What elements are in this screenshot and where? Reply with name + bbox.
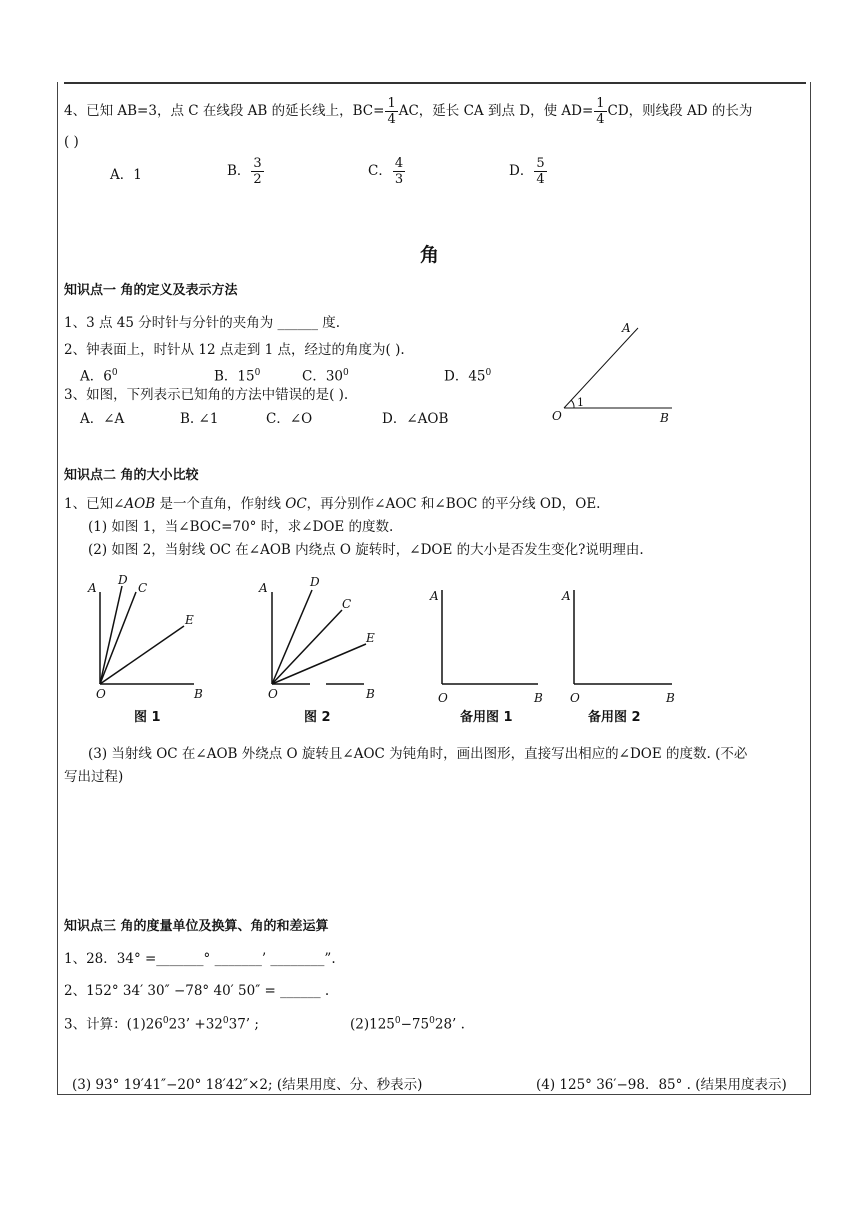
kp3-q3-part4: (4) 125° 36′−98．85° . (结果用度表示) — [536, 1077, 787, 1093]
kp1-heading: 知识点一 角的定义及表示方法 — [64, 283, 238, 298]
svg-text:O: O — [96, 687, 106, 701]
svg-text:D: D — [310, 575, 320, 589]
svg-text:B: B — [666, 691, 675, 705]
option-label: C． — [368, 163, 392, 179]
svg-text:A: A — [430, 589, 439, 603]
svg-text:E: E — [185, 613, 194, 627]
kp1-q3-option-c: C．∠O — [266, 411, 313, 427]
q3-text: 37’ ; — [228, 1016, 259, 1033]
label-b: B — [660, 411, 669, 425]
svg-text:A: A — [562, 589, 571, 603]
q3-label: 3、计算：(1)26 — [64, 1016, 163, 1033]
fraction-numerator: 3 — [253, 156, 262, 171]
kp3-q1: 1、28．34° =_______° _______’ ________”. — [64, 951, 336, 967]
angle-arc — [571, 400, 574, 408]
kp3-heading: 知识点三 角的度量单位及换算、角的和差运算 — [64, 919, 329, 934]
option-label: D． — [509, 163, 534, 179]
kp2-heading: 知识点二 角的大小比较 — [64, 468, 199, 483]
fraction-denominator: 3 — [394, 172, 404, 187]
degree-sup: 0 — [394, 1016, 401, 1026]
svg-text:A: A — [88, 581, 97, 595]
kp1-q3-option-a: A．∠A — [80, 411, 125, 427]
kp3-q2: 2、152° 34′ 30″ −78° 40′ 50″ = ______ . — [64, 983, 330, 999]
spare-figure-2-caption: 备用图 2 — [588, 710, 641, 725]
q3-text: 28’ . — [434, 1016, 465, 1033]
svg-text:O: O — [438, 691, 448, 705]
option-label: B． — [227, 163, 251, 179]
ray-oa — [564, 328, 638, 408]
figure-2-caption: 图 2 — [304, 710, 331, 725]
kp2-q1-part3: (3) 当射线 OC 在∠AOB 外绕点 O 旋转且∠AOC 为钝角时，画出图形，直接写出相应的∠DOE 的度数. (不必 — [88, 746, 748, 762]
q4-option-b — [227, 156, 265, 187]
svg-text:O: O — [570, 691, 580, 705]
svg-text:C: C — [342, 597, 352, 611]
q4-answer-paren: ( ) — [64, 134, 79, 150]
q1-mid: 是一个直角，作射线 — [155, 496, 286, 512]
kp1-q2: 2、钟表面上，时针从 12 点走到 1 点，经过的角度为( ). — [64, 342, 405, 358]
fraction-numerator: 1 — [596, 96, 605, 111]
degree-sup: 0 — [111, 368, 118, 378]
svg-text:C: C — [138, 581, 148, 595]
degree-sup: 0 — [485, 368, 492, 378]
q4-option-c — [368, 156, 406, 187]
degree-sup: 0 — [222, 1016, 229, 1026]
svg-text:B: B — [534, 691, 543, 705]
fraction-denominator: 4 — [536, 172, 545, 187]
spare-figure-1-caption: 备用图 1 — [460, 710, 513, 725]
kp2-q1-part3-cont: 写出过程) — [64, 769, 124, 785]
degree-sup: 0 — [429, 1016, 435, 1026]
option-text: B．15 — [214, 368, 255, 385]
kp3-q3-part1 — [64, 1012, 259, 1034]
fraction-1-4-b — [594, 96, 606, 127]
kp1-q3-option-b: B. ∠1 — [180, 411, 219, 427]
kp1-q1: 1、3 点 45 分时针与分针的夹角为 ______ 度. — [64, 315, 341, 331]
degree-sup: 0 — [254, 368, 261, 378]
kp1-q2-option-d — [444, 364, 491, 386]
q4-text-2: AC，延长 CA 到点 D，使 AD= — [398, 103, 594, 119]
q4-text-3: CD，则线段 AD 的长为 — [607, 103, 753, 119]
fraction-numerator: 4 — [394, 156, 404, 171]
kp1-q2-option-a — [80, 364, 118, 386]
svg-text:O: O — [268, 687, 278, 701]
fraction-1-4 — [385, 96, 397, 127]
label-o: O — [552, 409, 562, 423]
fraction-numerator: 5 — [536, 156, 545, 171]
degree-sup: 0 — [162, 1016, 169, 1026]
option-text: D．45 — [444, 368, 486, 385]
q4-text-1: 4、已知 AB=3，点 C 在线段 AB 的延长线上，BC= — [64, 103, 385, 119]
kp2-q1-part1: (1) 如图 1，当∠BOC=70° 时，求∠DOE 的度数. — [88, 519, 394, 535]
option-text: A．6 — [80, 368, 112, 385]
degree-sup: 0 — [343, 368, 349, 378]
figure-2 — [254, 572, 384, 702]
fraction-denominator: 4 — [387, 112, 396, 127]
q1-rest: ，再分别作∠AOC 和∠BOC 的平分线 OD，OE. — [306, 496, 601, 512]
q4-option-a: A．1 — [110, 167, 142, 183]
spare-figure-1 — [426, 580, 556, 706]
label-a: A — [622, 321, 631, 335]
kp1-q2-option-b — [214, 364, 260, 386]
kp1-q2-option-c — [302, 364, 349, 386]
svg-text:B: B — [366, 687, 375, 701]
svg-text:B: B — [194, 687, 203, 701]
spare-figure-2 — [560, 580, 690, 706]
label-1: 1 — [577, 396, 584, 409]
kp1-q3: 3、如图，下列表示已知角的方法中错误的是( ). — [64, 387, 349, 403]
fraction-denominator: 4 — [596, 112, 605, 127]
svg-text:A: A — [259, 581, 268, 595]
q4-line — [64, 96, 752, 127]
fraction-numerator: 1 — [387, 96, 396, 111]
option-text: C．30 — [302, 368, 344, 385]
svg-text:D: D — [118, 573, 128, 587]
kp2-q1-part2: (2) 如图 2，当射线 OC 在∠AOB 内绕点 O 旋转时，∠DOE 的大小是否发生变化?说明理由. — [88, 542, 644, 558]
q3-text: −75 — [400, 1016, 430, 1033]
angle-figure — [550, 320, 680, 430]
kp1-q3-option-d: D．∠AOB — [382, 411, 449, 427]
kp3-q3-part3: (3) 93° 19′41″−20° 18′42″×2; (结果用度、分、秒表示) — [72, 1077, 423, 1093]
fraction-denominator: 2 — [253, 172, 262, 187]
svg-text:E: E — [366, 631, 375, 645]
kp2-q1 — [64, 495, 600, 513]
figure-1 — [84, 572, 214, 702]
q3-text: 23’ +32 — [168, 1016, 223, 1033]
figure-1-caption: 图 1 — [134, 710, 161, 725]
kp3-q3-part2 — [350, 1012, 465, 1034]
q1-lead: 1、已知∠ — [64, 496, 125, 512]
q4-option-d — [509, 156, 548, 187]
q1-aob: AOB — [124, 496, 156, 512]
section-title: 角 — [420, 244, 440, 266]
q1-oc: OC — [285, 496, 307, 512]
q3-text: (2)125 — [350, 1016, 395, 1033]
